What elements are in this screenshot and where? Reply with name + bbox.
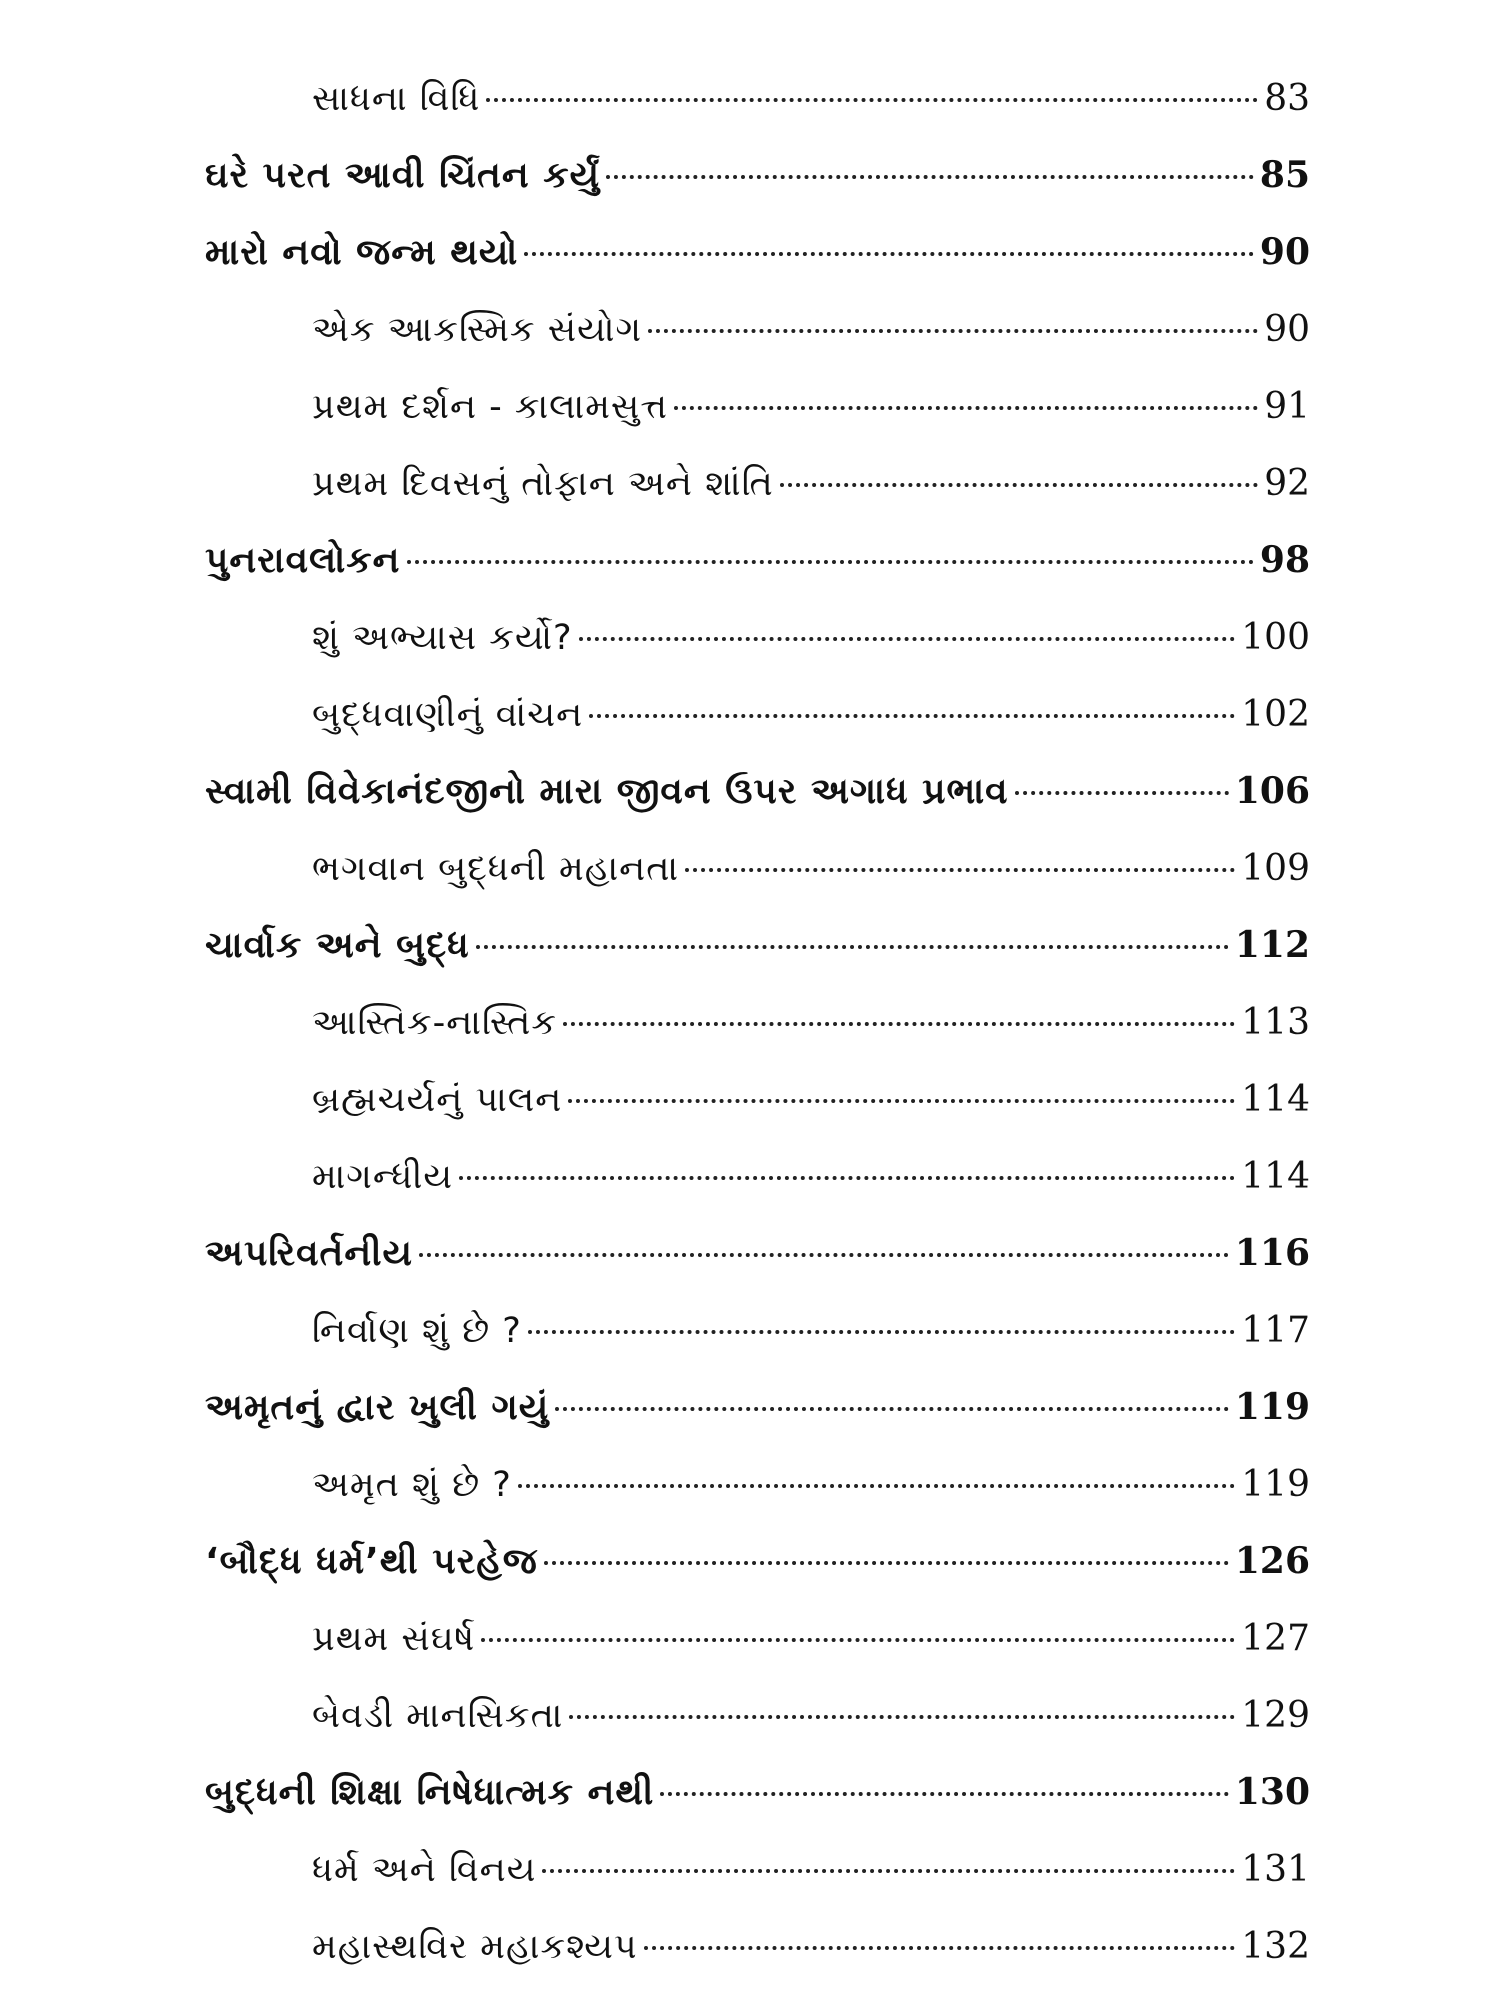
page-number: 126 <box>1234 1540 1310 1582</box>
page-number: 90 <box>1264 309 1310 350</box>
toc-section-entry <box>0 445 1500 522</box>
page-number: 112 <box>1234 924 1310 966</box>
page-number: 131 <box>1241 1849 1310 1890</box>
entry-title: સાધના વિધિ <box>312 79 481 119</box>
page-number: 106 <box>1234 770 1310 812</box>
dot-leader <box>644 1946 1236 1950</box>
toc-chapter-entry <box>0 907 1500 984</box>
entry-title: ‘બૌદ્ધ ધર્મ’થી પરહેજ <box>205 1541 538 1582</box>
entry-title: ઘરે પરત આવી ચિંતન કર્યું <box>205 155 601 196</box>
toc-section-entry <box>0 1292 1500 1369</box>
dot-leader <box>648 329 1258 333</box>
dot-leader <box>568 1099 1235 1103</box>
entry-title: આસ્તિક-નાસ્તિક <box>312 1003 558 1043</box>
entry-title: પુનરાવલોકન <box>205 540 401 581</box>
page-number: 114 <box>1241 1156 1310 1197</box>
page-number: 114 <box>1241 1079 1310 1120</box>
entry-title: મહાસ્થવિર મહાકશ્યપ <box>312 1927 638 1967</box>
page-number: 132 <box>1241 1926 1310 1967</box>
entry-title: સ્વામી વિવેકાનંદજીનો મારા જીવન ઉપર અગાધ પ્રભાવ <box>205 771 1009 812</box>
page-number: 117 <box>1241 1310 1310 1351</box>
page-number: 116 <box>1234 1232 1310 1274</box>
toc-section-entry <box>0 1446 1500 1523</box>
entry-title: મારો નવો જન્મ થયો <box>205 232 519 273</box>
page-number: 102 <box>1241 694 1310 735</box>
dot-leader <box>459 1176 1235 1180</box>
entry-title: એક આકસ્મિક સંયોગ <box>312 310 643 350</box>
toc-section-entry <box>0 60 1500 137</box>
toc-chapter-entry <box>0 1523 1500 1600</box>
toc-chapter-entry <box>0 522 1500 599</box>
page-number: 98 <box>1259 539 1310 581</box>
entry-title: બુદ્ધની શિક્ષા નિષેધાત્મક નથી <box>205 1772 655 1813</box>
dot-leader <box>542 1869 1235 1873</box>
page-number: 129 <box>1241 1695 1310 1736</box>
toc-section-entry <box>0 676 1500 753</box>
entry-title: નિર્વાણ શું છે ? <box>312 1311 522 1351</box>
page-number: 91 <box>1264 386 1310 427</box>
dot-leader <box>476 945 1229 949</box>
dot-leader <box>685 868 1235 872</box>
entry-title: ચાર્વાક અને બુદ્ધ <box>205 925 470 966</box>
page-number: 113 <box>1241 1002 1310 1043</box>
dot-leader <box>481 1638 1235 1642</box>
entry-title: અમૃતનું દ્વાર ખુલી ગયું <box>205 1387 550 1428</box>
dot-leader <box>606 175 1254 179</box>
table-of-contents <box>0 60 1500 1985</box>
dot-leader <box>555 1407 1229 1411</box>
entry-title: ધર્મ અને વિનય <box>312 1850 537 1890</box>
entry-title: પ્રથમ દર્શન - કાલામસુત્ત <box>312 387 669 427</box>
page-number: 85 <box>1259 154 1310 196</box>
toc-chapter-entry <box>0 1754 1500 1831</box>
toc-section-entry <box>0 830 1500 907</box>
dot-leader <box>569 1715 1235 1719</box>
toc-section-entry <box>0 984 1500 1061</box>
dot-leader <box>589 714 1235 718</box>
toc-chapter-entry <box>0 753 1500 830</box>
toc-chapter-entry <box>0 214 1500 291</box>
page-number: 100 <box>1241 617 1310 658</box>
entry-title: ભગવાન બુદ્ધની મહાનતા <box>312 849 680 889</box>
dot-leader <box>674 406 1258 410</box>
page-number: 119 <box>1241 1464 1310 1505</box>
entry-title: અપરિવર્તનીય <box>205 1233 413 1274</box>
dot-leader <box>419 1253 1229 1257</box>
entry-title: શું અભ્યાસ કર્યો? <box>312 618 573 658</box>
entry-title: બ્રહ્મચર્યનું પાલન <box>312 1080 563 1120</box>
page-number: 119 <box>1234 1386 1310 1428</box>
toc-section-entry <box>0 368 1500 445</box>
dot-leader <box>407 560 1254 564</box>
toc-section-entry <box>0 1677 1500 1754</box>
dot-leader <box>524 252 1254 256</box>
toc-chapter-entry <box>0 137 1500 214</box>
toc-section-entry <box>0 1908 1500 1985</box>
toc-section-entry <box>0 1600 1500 1677</box>
entry-title: અમૃત શું છે ? <box>312 1465 512 1505</box>
page-number: 92 <box>1264 463 1310 504</box>
dot-leader <box>544 1561 1229 1565</box>
dot-leader <box>1015 791 1229 795</box>
page-number: 83 <box>1264 78 1310 119</box>
toc-section-entry <box>0 1138 1500 1215</box>
dot-leader <box>563 1022 1235 1026</box>
dot-leader <box>660 1792 1229 1796</box>
toc-section-entry <box>0 1831 1500 1908</box>
toc-section-entry <box>0 1061 1500 1138</box>
entry-title: પ્રથમ સંઘર્ષ <box>312 1619 476 1659</box>
toc-chapter-entry <box>0 1369 1500 1446</box>
toc-section-entry <box>0 291 1500 368</box>
dot-leader <box>528 1330 1235 1334</box>
entry-title: માગન્ધીય <box>312 1157 454 1197</box>
entry-title: બુદ્ધવાણીનું વાંચન <box>312 695 584 735</box>
page-number: 90 <box>1259 231 1310 273</box>
dot-leader <box>518 1484 1235 1488</box>
page-number: 130 <box>1234 1771 1310 1813</box>
toc-chapter-entry <box>0 1215 1500 1292</box>
dot-leader <box>780 483 1258 487</box>
page-number: 109 <box>1241 848 1310 889</box>
entry-title: પ્રથમ દિવસનું તોફાન અને શાંતિ <box>312 464 774 504</box>
entry-title: બેવડી માનસિકતા <box>312 1696 564 1736</box>
toc-section-entry <box>0 599 1500 676</box>
page-number: 127 <box>1241 1618 1310 1659</box>
dot-leader <box>579 637 1236 641</box>
dot-leader <box>486 98 1258 102</box>
